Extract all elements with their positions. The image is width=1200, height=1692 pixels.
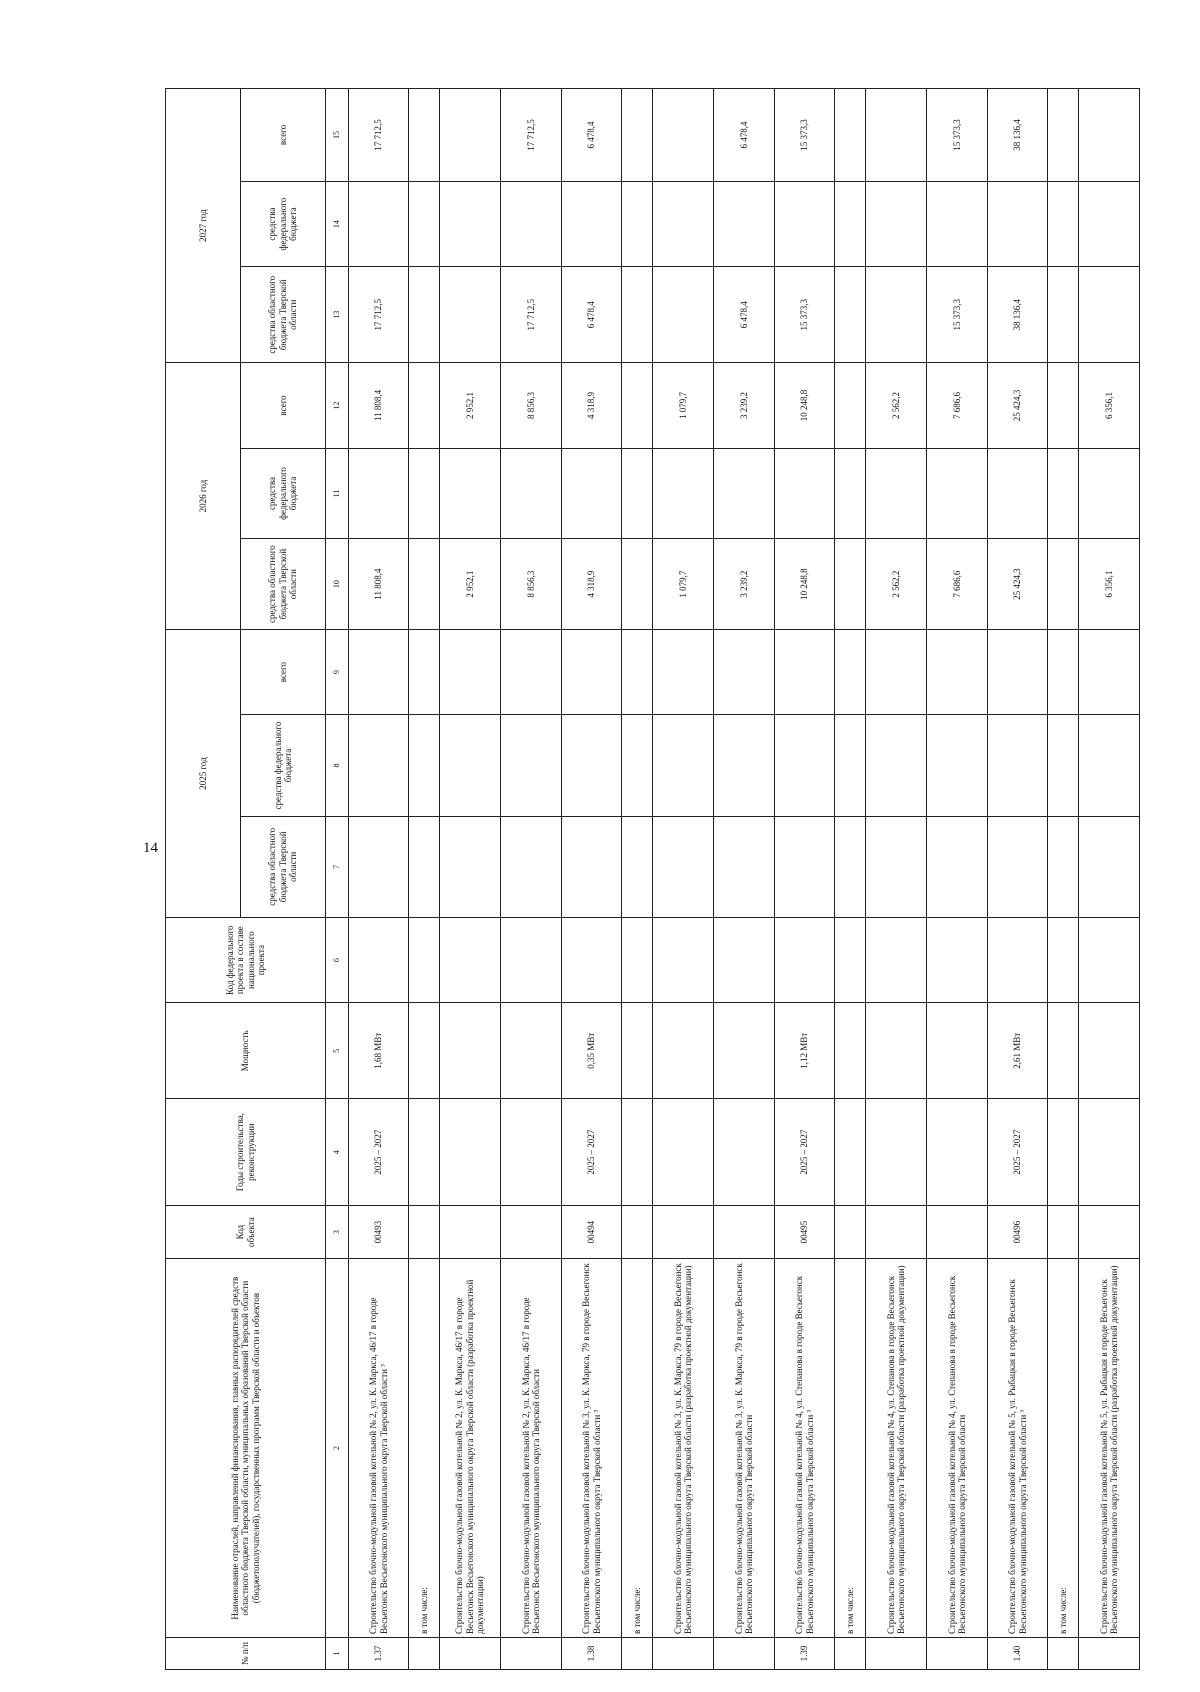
table-row (835, 89, 866, 1670)
cell-c12: 6 356,1 (1079, 363, 1140, 448)
cell-c14 (501, 181, 562, 266)
cell-code (440, 1205, 501, 1258)
empty-cell (835, 715, 866, 816)
cell-c7 (653, 816, 714, 917)
cell-code: 00494 (562, 1205, 622, 1258)
empty-cell (1048, 267, 1079, 363)
empty-cell (835, 448, 866, 539)
cell-c9 (501, 629, 562, 714)
cell-code (1079, 1205, 1140, 1258)
empty-cell (409, 1205, 440, 1258)
empty-cell (622, 1003, 653, 1099)
cell-code (866, 1205, 927, 1258)
cell-years: 2025 – 2027 (349, 1099, 409, 1206)
cell-name: Строительство блочно-модульной газовой котельной № 2, ул. К. Маркса, 46/17 в городе Весьегонск Весьегонского муниципального округа Тверской области ³ (349, 1259, 409, 1638)
cell-years: 2025 – 2027 (775, 1099, 835, 1206)
cell-c12: 4 318,9 (562, 363, 622, 448)
header-2025-federal: средства федерального бюджета (241, 715, 326, 816)
empty-cell (622, 1099, 653, 1206)
cell-c14 (927, 181, 988, 266)
row-name-cell: в том числе: (1048, 1259, 1079, 1638)
cell-name: Строительство блочно-модульной газовой котельной № 5, ул. Рыбацкая в городе Весьегонск Весьегонского муниципального округа Тверской области (разработка проектной документации) (1079, 1259, 1140, 1638)
empty-cell (1048, 448, 1079, 539)
cell-c10: 4 318,9 (562, 539, 622, 630)
empty-cell (835, 181, 866, 266)
cell-c6 (501, 917, 562, 1002)
row-name-cell: в том числе: (835, 1259, 866, 1638)
cell-c8 (349, 715, 409, 816)
cell-c11 (562, 448, 622, 539)
page-number: 14 (143, 840, 158, 856)
empty-cell (835, 363, 866, 448)
cell-c9 (440, 629, 501, 714)
cell-c15 (653, 89, 714, 182)
empty-cell (409, 917, 440, 1002)
cell-c6 (440, 917, 501, 1002)
column-number: 7 (326, 816, 349, 917)
empty-cell (835, 89, 866, 182)
column-number: 10 (326, 539, 349, 630)
column-number: 4 (326, 1099, 349, 1206)
header-power: Мощность (166, 1003, 326, 1099)
table-row (440, 89, 501, 1670)
empty-cell (409, 715, 440, 816)
table-row (562, 89, 622, 1670)
cell-no (440, 1638, 501, 1670)
empty-cell (622, 715, 653, 816)
cell-c9 (988, 629, 1048, 714)
cell-power (653, 1003, 714, 1099)
cell-years: 2025 – 2027 (562, 1099, 622, 1206)
column-number-row (326, 89, 349, 1670)
table-body (349, 89, 1140, 1670)
cell-c15: 15 373,3 (775, 89, 835, 182)
row-number-cell (622, 1638, 653, 1670)
empty-cell (622, 181, 653, 266)
cell-c10: 2 562,2 (866, 539, 927, 630)
cell-power: 0,35 МВт (562, 1003, 622, 1099)
cell-c11 (775, 448, 835, 539)
cell-c8 (775, 715, 835, 816)
cell-c6 (1079, 917, 1140, 1002)
cell-name: Строительство блочно-модульной газовой котельной № 2, ул. К. Маркса, 46/17 в городе Весьегонск Весьегонского муниципального округа Тверской области (разработка проектной документации) (440, 1259, 501, 1638)
cell-c13 (1079, 267, 1140, 363)
cell-no: 1.39 (775, 1638, 835, 1670)
cell-c12: 2 952,1 (440, 363, 501, 448)
header-code: Код объекта (166, 1205, 326, 1258)
cell-c13 (653, 267, 714, 363)
cell-name: Строительство блочно-модульной газовой котельной № 4, ул. Степанова в городе Весьегонск Весьегонского муниципального округа Тверской области (разработка проектной документации) (866, 1259, 927, 1638)
column-number: 14 (326, 181, 349, 266)
cell-c10: 2 952,1 (440, 539, 501, 630)
cell-c15: 17 712,5 (501, 89, 562, 182)
cell-c13: 15 373,3 (927, 267, 988, 363)
cell-code (653, 1205, 714, 1258)
table-row (988, 89, 1048, 1670)
cell-c8 (440, 715, 501, 816)
cell-no (1079, 1638, 1140, 1670)
cell-c14 (775, 181, 835, 266)
cell-years (1079, 1099, 1140, 1206)
cell-c12: 25 424,3 (988, 363, 1048, 448)
cell-c11 (1079, 448, 1140, 539)
cell-code: 00495 (775, 1205, 835, 1258)
column-number: 1 (326, 1638, 349, 1670)
column-number: 15 (326, 89, 349, 182)
row-number-cell (409, 1638, 440, 1670)
cell-name: Строительство блочно-модульной газовой котельной № 5, ул. Рыбацкая в городе Весьегонск Весьегонского муниципального округа Тверской области ³ (988, 1259, 1048, 1638)
cell-years (866, 1099, 927, 1206)
cell-c9 (927, 629, 988, 714)
header-2027-regional: средства областного бюджета Тверской области (241, 267, 326, 363)
cell-c9 (866, 629, 927, 714)
cell-c13 (866, 267, 927, 363)
empty-cell (409, 629, 440, 714)
cell-c11 (349, 448, 409, 539)
header-years: Годы строительства, реконструкции (166, 1099, 326, 1206)
cell-c10: 6 356,1 (1079, 539, 1140, 630)
cell-c9 (1079, 629, 1140, 714)
cell-no (501, 1638, 562, 1670)
cell-c7 (988, 816, 1048, 917)
empty-cell (835, 1205, 866, 1258)
cell-code: 00493 (349, 1205, 409, 1258)
cell-c14 (653, 181, 714, 266)
cell-code (501, 1205, 562, 1258)
table-row (622, 89, 653, 1670)
column-number: 3 (326, 1205, 349, 1258)
cell-c12: 10 248,8 (775, 363, 835, 448)
empty-cell (1048, 89, 1079, 182)
cell-years (714, 1099, 775, 1206)
cell-c15: 6 478,4 (562, 89, 622, 182)
cell-c6 (866, 917, 927, 1002)
table-row (409, 89, 440, 1670)
header-2025: 2025 год (166, 629, 241, 917)
header-no: № п/п (166, 1638, 326, 1670)
header-fed-code: Код федерального проекта в составе национального проекта (166, 917, 326, 1002)
empty-cell (409, 1099, 440, 1206)
empty-cell (409, 89, 440, 182)
empty-cell (622, 267, 653, 363)
cell-c14 (349, 181, 409, 266)
cell-c13: 38 136,4 (988, 267, 1048, 363)
column-number: 11 (326, 448, 349, 539)
cell-c10: 10 248,8 (775, 539, 835, 630)
empty-cell (1048, 1003, 1079, 1099)
empty-cell (409, 448, 440, 539)
cell-c6 (562, 917, 622, 1002)
cell-no: 1.37 (349, 1638, 409, 1670)
cell-c6 (988, 917, 1048, 1002)
column-number: 6 (326, 917, 349, 1002)
empty-cell (835, 1003, 866, 1099)
cell-c12: 11 808,4 (349, 363, 409, 448)
cell-power (1079, 1003, 1140, 1099)
cell-c15 (1079, 89, 1140, 182)
cell-name: Строительство блочно-модульной газовой котельной № 4, ул. Степанова в городе Весьегонск Весьегонского муниципального округа Тверской области (927, 1259, 988, 1638)
cell-c13: 6 478,4 (714, 267, 775, 363)
cell-c14 (440, 181, 501, 266)
cell-code (927, 1205, 988, 1258)
cell-c11 (714, 448, 775, 539)
table-row (714, 89, 775, 1670)
cell-power (501, 1003, 562, 1099)
empty-cell (1048, 816, 1079, 917)
rotated-page (165, 0, 1195, 1670)
cell-c7 (440, 816, 501, 917)
cell-c9 (775, 629, 835, 714)
column-number: 9 (326, 629, 349, 714)
cell-c13: 17 712,5 (349, 267, 409, 363)
empty-cell (1048, 629, 1079, 714)
column-number: 12 (326, 363, 349, 448)
cell-c11 (440, 448, 501, 539)
cell-c12: 7 686,6 (927, 363, 988, 448)
cell-c13 (440, 267, 501, 363)
cell-c6 (714, 917, 775, 1002)
cell-c9 (562, 629, 622, 714)
empty-cell (1048, 363, 1079, 448)
cell-c10: 8 856,3 (501, 539, 562, 630)
empty-cell (622, 363, 653, 448)
cell-code (714, 1205, 775, 1258)
table-row (1079, 89, 1140, 1670)
cell-c10: 11 808,4 (349, 539, 409, 630)
empty-cell (409, 181, 440, 266)
empty-cell (1048, 181, 1079, 266)
cell-c11 (988, 448, 1048, 539)
empty-cell (1048, 1099, 1079, 1206)
cell-years (501, 1099, 562, 1206)
cell-c15: 38 136,4 (988, 89, 1048, 182)
table-row (349, 89, 409, 1670)
table-row (775, 89, 835, 1670)
table-row (866, 89, 927, 1670)
cell-c7 (562, 816, 622, 917)
row-number-cell (835, 1638, 866, 1670)
cell-years (653, 1099, 714, 1206)
cell-c8 (866, 715, 927, 816)
cell-c13: 17 712,5 (501, 267, 562, 363)
cell-c13: 6 478,4 (562, 267, 622, 363)
cell-c15: 15 373,3 (927, 89, 988, 182)
cell-c10: 7 686,6 (927, 539, 988, 630)
cell-c8 (988, 715, 1048, 816)
cell-c7 (349, 816, 409, 917)
cell-c6 (653, 917, 714, 1002)
column-number: 2 (326, 1259, 349, 1638)
empty-cell (835, 816, 866, 917)
cell-power (927, 1003, 988, 1099)
empty-cell (835, 539, 866, 630)
cell-no (866, 1638, 927, 1670)
header-2027-federal: средства федерального бюджета (241, 181, 326, 266)
cell-c8 (927, 715, 988, 816)
cell-c7 (501, 816, 562, 917)
cell-c11 (653, 448, 714, 539)
header-2025-regional: средства областного бюджета Тверской области (241, 816, 326, 917)
cell-c14 (562, 181, 622, 266)
cell-power (866, 1003, 927, 1099)
cell-c6 (927, 917, 988, 1002)
cell-c15 (440, 89, 501, 182)
cell-power (440, 1003, 501, 1099)
cell-power: 1,12 МВт (775, 1003, 835, 1099)
cell-c7 (1079, 816, 1140, 917)
empty-cell (622, 448, 653, 539)
cell-no (653, 1638, 714, 1670)
cell-years: 2025 – 2027 (988, 1099, 1048, 1206)
empty-cell (1048, 715, 1079, 816)
empty-cell (1048, 1205, 1079, 1258)
empty-cell (622, 1205, 653, 1258)
cell-no (714, 1638, 775, 1670)
column-number: 5 (326, 1003, 349, 1099)
empty-cell (409, 363, 440, 448)
cell-c12: 3 239,2 (714, 363, 775, 448)
empty-cell (409, 1003, 440, 1099)
cell-power: 2,61 МВт (988, 1003, 1048, 1099)
cell-years (927, 1099, 988, 1206)
cell-c7 (927, 816, 988, 917)
cell-c15: 6 478,4 (714, 89, 775, 182)
cell-c12: 1 079,7 (653, 363, 714, 448)
empty-cell (409, 816, 440, 917)
empty-cell (622, 89, 653, 182)
cell-name: Строительство блочно-модульной газовой котельной № 3, ул. К. Маркса, 79 в городе Весьегонск Весьегонского муниципального округа Тверской области ³ (562, 1259, 622, 1638)
table-row (501, 89, 562, 1670)
empty-cell (622, 629, 653, 714)
cell-c9 (349, 629, 409, 714)
header-2026-total: всего (241, 363, 326, 448)
table-row (653, 89, 714, 1670)
header-2026: 2026 год (166, 363, 241, 630)
empty-cell (1048, 917, 1079, 1002)
empty-cell (835, 1099, 866, 1206)
header-2025-total: всего (241, 629, 326, 714)
cell-c15: 17 712,5 (349, 89, 409, 182)
empty-cell (835, 917, 866, 1002)
cell-power (714, 1003, 775, 1099)
cell-c8 (1079, 715, 1140, 816)
empty-cell (622, 917, 653, 1002)
cell-c6 (349, 917, 409, 1002)
cell-c14 (866, 181, 927, 266)
cell-name: Строительство блочно-модульной газовой котельной № 3, ул. К. Маркса, 79 в городе Весьегонск Весьегонского муниципального округа Тверской области (714, 1259, 775, 1638)
empty-cell (622, 539, 653, 630)
column-number: 8 (326, 715, 349, 816)
row-name-cell: в том числе: (409, 1259, 440, 1638)
empty-cell (1048, 539, 1079, 630)
empty-cell (409, 267, 440, 363)
header-2026-federal: средства федерального бюджета (241, 448, 326, 539)
cell-c8 (501, 715, 562, 816)
empty-cell (622, 816, 653, 917)
cell-c12: 2 562,2 (866, 363, 927, 448)
cell-c10: 1 079,7 (653, 539, 714, 630)
budget-table (165, 88, 1140, 1670)
empty-cell (835, 629, 866, 714)
cell-c11 (501, 448, 562, 539)
cell-c14 (714, 181, 775, 266)
cell-c7 (775, 816, 835, 917)
empty-cell (835, 267, 866, 363)
cell-c9 (714, 629, 775, 714)
cell-c13: 15 373,3 (775, 267, 835, 363)
header-2027-total: всего (241, 89, 326, 182)
cell-c11 (866, 448, 927, 539)
column-number: 13 (326, 267, 349, 363)
cell-c10: 25 424,3 (988, 539, 1048, 630)
cell-c9 (653, 629, 714, 714)
cell-code: 00496 (988, 1205, 1048, 1258)
cell-c7 (714, 816, 775, 917)
cell-no (927, 1638, 988, 1670)
table-row (1048, 89, 1079, 1670)
table-row (927, 89, 988, 1670)
header-2026-regional: средства областного бюджета Тверской области (241, 539, 326, 630)
cell-no: 1.40 (988, 1638, 1048, 1670)
row-name-cell: в том числе: (622, 1259, 653, 1638)
cell-c7 (866, 816, 927, 917)
cell-c8 (653, 715, 714, 816)
cell-c12: 8 856,3 (501, 363, 562, 448)
cell-c8 (714, 715, 775, 816)
table-header (166, 89, 349, 1670)
header-name: Наименование отраслей, направлений финансирования, главных распорядителей средств областного бюджета Тверской области, муниципальных образований Тверской области (бюджетополучателей), государственных программ Тверской области и объектов (166, 1259, 326, 1638)
row-number-cell (1048, 1638, 1079, 1670)
cell-c14 (1079, 181, 1140, 266)
cell-c11 (927, 448, 988, 539)
cell-name: Строительство блочно-модульной газовой котельной № 3, ул. К. Маркса, 79 в городе Весьегонск Весьегонского муниципального округа Тверской области (разработка проектной документации) (653, 1259, 714, 1638)
cell-no: 1.38 (562, 1638, 622, 1670)
cell-c14 (988, 181, 1048, 266)
cell-name: Строительство блочно-модульной газовой котельной № 4, ул. Степанова в городе Весьегонск Весьегонского муниципального округа Тверской области ³ (775, 1259, 835, 1638)
cell-years (440, 1099, 501, 1206)
cell-name: Строительство блочно-модульной газовой котельной № 2, ул. К. Маркса, 46/17 в городе Весьегонск Весьегонского муниципального округа Тверской области (501, 1259, 562, 1638)
cell-c15 (866, 89, 927, 182)
cell-c8 (562, 715, 622, 816)
header-2027: 2027 год (166, 89, 241, 363)
cell-c10: 3 239,2 (714, 539, 775, 630)
cell-c6 (775, 917, 835, 1002)
empty-cell (409, 539, 440, 630)
cell-power: 1,68 МВт (349, 1003, 409, 1099)
